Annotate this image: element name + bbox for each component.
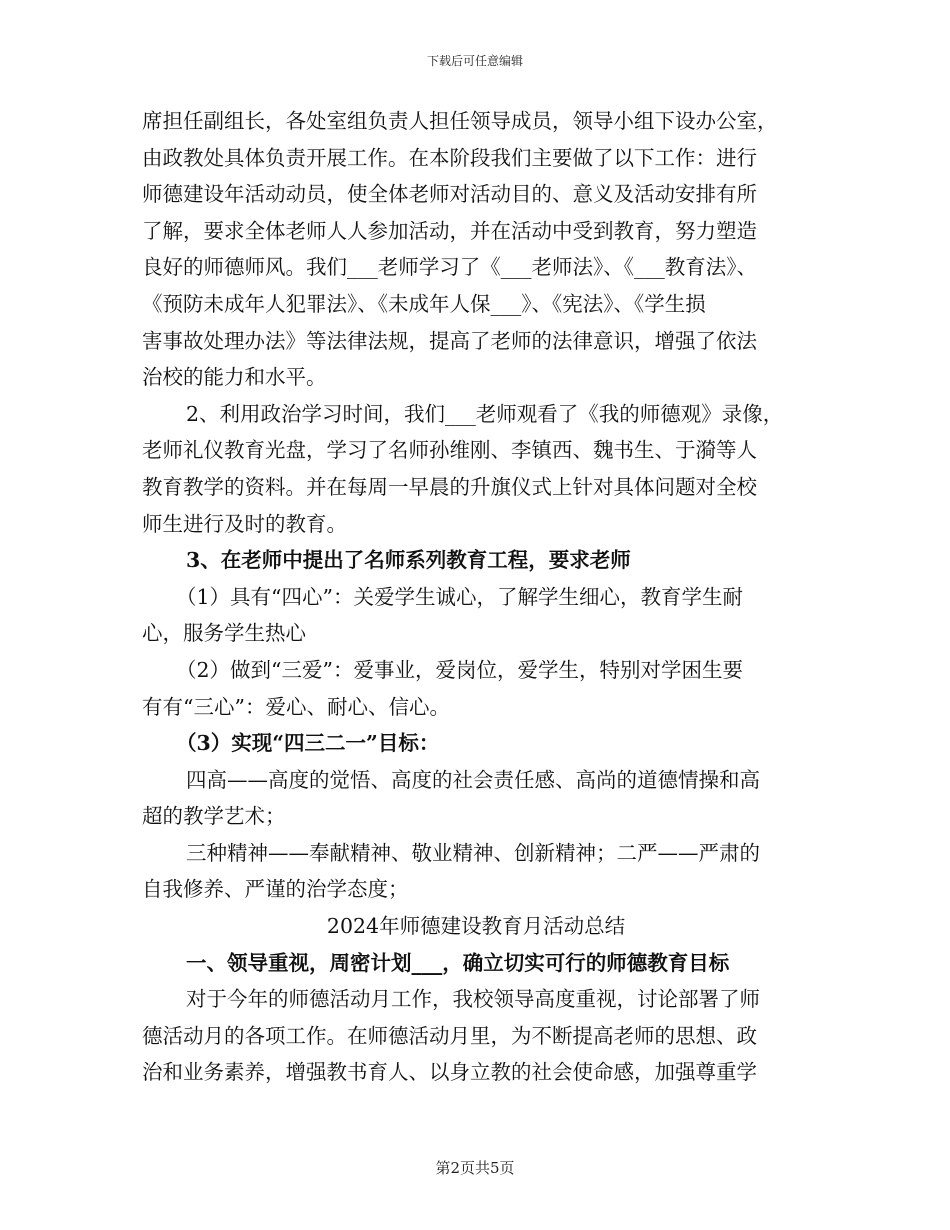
document-title: 2024年师德建设教育月活动总结 <box>326 914 626 939</box>
paragraph-start-line: 三种精神——奉献精神、敬业精神、创新精神；二严——严肃的 <box>186 840 760 865</box>
document-body <box>142 103 810 1091</box>
body-line: 害事故处理办法》等法律法规，提高了老师的法律意识，增强了依法 <box>142 328 757 353</box>
body-line: 治校的能力和水平。 <box>142 365 327 390</box>
body-line: 《预防未成年人犯罪法》、《未成年人保___》、《宪法》、《学生损 <box>142 291 706 316</box>
body-line: 超的教学艺术； <box>142 804 286 829</box>
body-line: 师生进行及时的教育。 <box>142 511 347 536</box>
body-line: 由政教处具体负责开展工作。在本阶段我们主要做了以下工作：进行 <box>142 145 757 170</box>
section-3-heading: 3、在老师中提出了名师系列教育工程，要求老师 <box>186 548 631 573</box>
body-line: 自我修养、严谨的治学态度； <box>142 877 409 902</box>
paragraph-start-line: 对于今年的师德活动月工作，我校领导高度重视，讨论部署了师 <box>186 987 760 1012</box>
item-2-line: （2）做到“三爱”：爱事业，爱岗位，爱学生，特别对学困生要 <box>176 657 744 682</box>
body-line: 有有“三心”：爱心、耐心、信心。 <box>142 694 450 719</box>
body-line: 师德建设年活动动员，使全体老师对活动目的、意义及活动安排有所 <box>142 182 757 207</box>
body-line: 老师礼仪教育光盘，学习了名师孙维刚、李镇西、魏书生、于漪等人 <box>142 438 757 463</box>
body-line: 治和业务素养，增强教书育人、以身立教的社会使命感，加强尊重学 <box>142 1060 757 1085</box>
body-line: 了解，要求全体老师人人参加活动，并在活动中受到教育，努力塑造 <box>142 218 757 243</box>
page-header-note: 下载后可任意编辑 <box>426 54 523 68</box>
body-line: 德活动月的各项工作。在师德活动月里，为不断提高老师的思想、政 <box>142 1023 757 1048</box>
item-3-heading: （3）实现“四三二一”目标： <box>176 731 440 756</box>
body-line: 心，服务学生热心 <box>142 621 306 646</box>
paragraph-start-line: 2、利用政治学习时间，我们___老师观看了《我的师德观》录像， <box>186 401 784 426</box>
section-1-heading: 一、领导重视，周密计划___，确立切实可行的师德教育目标 <box>186 950 730 975</box>
page-number-footer: 第2页共5页 <box>435 1159 515 1177</box>
paragraph-start-line: 四高——高度的觉悟、高度的社会责任感、高尚的道德情操和高 <box>186 767 760 792</box>
body-line: 教育教学的资料。并在每周一早晨的升旗仪式上针对具体问题对全校 <box>142 474 757 499</box>
item-1-line: （1）具有“四心”：关爱学生诚心，了解学生细心，教育学生耐 <box>176 584 744 609</box>
body-line: 席担任副组长，各处室组负责人担任领导成员，领导小组下设办公室， <box>142 109 778 133</box>
body-line: 良好的师德师风。我们___老师学习了《___老师法》、《___教育法》、 <box>142 255 757 280</box>
